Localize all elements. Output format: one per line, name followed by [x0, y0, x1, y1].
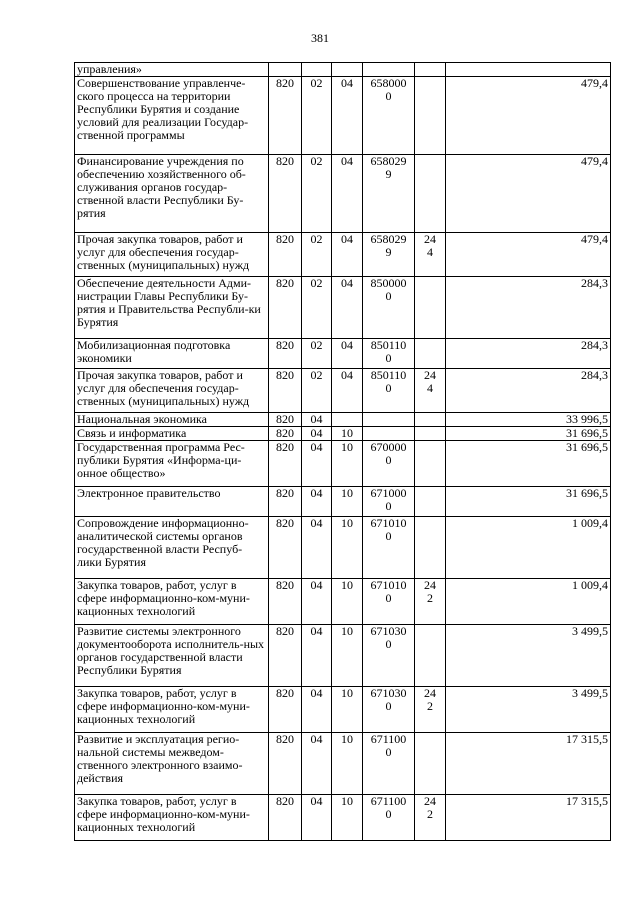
amount: 3 499,5: [446, 625, 611, 687]
target-article-code: 671010 0: [363, 517, 415, 579]
subsection-code: 04: [332, 233, 363, 277]
item-name: Закупка товаров, работ, услуг в сфере информационно-ком-муни-кационных технологий: [75, 687, 269, 733]
page-number: 381: [311, 31, 329, 45]
item-name: Закупка товаров, работ, услуг в сфере информационно-ком-муни-кационных технологий: [75, 579, 269, 625]
expense-type-code: 24 4: [415, 369, 446, 413]
subsection-code: 10: [332, 579, 363, 625]
expense-type-code: [415, 339, 446, 369]
section-code: 04: [302, 413, 332, 427]
section-code: 04: [302, 487, 332, 517]
amount: 479,4: [446, 77, 611, 155]
table-row: [75, 413, 611, 427]
expense-type-code: [415, 155, 446, 233]
item-name: Финансирование учреждения по обеспечению хозяйственного об-служивания органов государ-ственной власти Республики Бу-рятия: [75, 155, 269, 233]
section-code: 02: [302, 77, 332, 155]
subsection-code: 10: [332, 733, 363, 795]
item-name: Обеспечение деятельности Адми-нистрации Главы Республики Бу-рятия и Правительства Республи-ки Бурятия: [75, 277, 269, 339]
amount: 1 009,4: [446, 517, 611, 579]
amount: 17 315,5: [446, 733, 611, 795]
target-article-code: 670000 0: [363, 441, 415, 487]
table-row: [75, 517, 611, 579]
expense-type-code: [415, 625, 446, 687]
amount: 479,4: [446, 233, 611, 277]
table-body: [75, 63, 611, 841]
target-article-code: [363, 427, 415, 441]
amount: [446, 63, 611, 77]
subsection-code: 04: [332, 369, 363, 413]
item-name: Национальная экономика: [75, 413, 269, 427]
ved-code: 820: [269, 441, 302, 487]
expense-type-code: [415, 487, 446, 517]
target-article-code: 658029 9: [363, 155, 415, 233]
section-code: 02: [302, 233, 332, 277]
amount: 17 315,5: [446, 795, 611, 841]
ved-code: 820: [269, 77, 302, 155]
item-name: Развитие системы электронного документооборота исполнитель-ных органов государственной власти Республики Бурятия: [75, 625, 269, 687]
section-code: 04: [302, 687, 332, 733]
target-article-code: 671010 0: [363, 579, 415, 625]
table-row: [75, 625, 611, 687]
amount: 31 696,5: [446, 487, 611, 517]
subsection-code: 10: [332, 427, 363, 441]
subsection-code: 10: [332, 625, 363, 687]
item-name: управления»: [75, 63, 269, 77]
subsection-code: 10: [332, 487, 363, 517]
expense-type-code: [415, 427, 446, 441]
section-code: 02: [302, 155, 332, 233]
item-name: Закупка товаров, работ, услуг в сфере информационно-ком-муни-кационных технологий: [75, 795, 269, 841]
target-article-code: 671000 0: [363, 487, 415, 517]
expense-type-code: [415, 77, 446, 155]
table-row: [75, 233, 611, 277]
expense-type-code: [415, 441, 446, 487]
expense-type-code: 24 2: [415, 687, 446, 733]
table-row: [75, 63, 611, 77]
target-article-code: 850000 0: [363, 277, 415, 339]
section-code: 04: [302, 441, 332, 487]
subsection-code: 10: [332, 687, 363, 733]
table-row: [75, 441, 611, 487]
amount: 31 696,5: [446, 427, 611, 441]
target-article-code: 658029 9: [363, 233, 415, 277]
item-name: Совершенствование управленче-ского процесса на территории Республики Бурятия и создание условий для реализации Государ-ственной программы: [75, 77, 269, 155]
ved-code: 820: [269, 517, 302, 579]
target-article-code: [363, 413, 415, 427]
subsection-code: [332, 413, 363, 427]
item-name: Мобилизационная подготовка экономики: [75, 339, 269, 369]
item-name: Государственная программа Рес-публики Бурятия «Информа-ци-онное общество»: [75, 441, 269, 487]
expense-type-code: 24 4: [415, 233, 446, 277]
target-article-code: 850110 0: [363, 369, 415, 413]
amount: 479,4: [446, 155, 611, 233]
subsection-code: 10: [332, 795, 363, 841]
ved-code: 820: [269, 687, 302, 733]
ved-code: 820: [269, 487, 302, 517]
ved-code: 820: [269, 795, 302, 841]
subsection-code: 04: [332, 339, 363, 369]
subsection-code: 04: [332, 277, 363, 339]
subsection-code: [332, 63, 363, 77]
expense-type-code: [415, 517, 446, 579]
ved-code: 820: [269, 233, 302, 277]
amount: 284,3: [446, 339, 611, 369]
target-article-code: 671030 0: [363, 687, 415, 733]
target-article-code: 671100 0: [363, 795, 415, 841]
section-code: 04: [302, 427, 332, 441]
item-name: Прочая закупка товаров, работ и услуг для обеспечения государ-ственных (муниципальных) нужд: [75, 233, 269, 277]
subsection-code: 10: [332, 441, 363, 487]
table-row: [75, 277, 611, 339]
item-name: Сопровождение информационно-аналитической системы органов государственной власти Респуб-лики Бурятия: [75, 517, 269, 579]
target-article-code: 850110 0: [363, 339, 415, 369]
section-code: 04: [302, 795, 332, 841]
item-name: Прочая закупка товаров, работ и услуг для обеспечения государ-ственных (муниципальных) нужд: [75, 369, 269, 413]
table-row: [75, 427, 611, 441]
section-code: [302, 63, 332, 77]
amount: 1 009,4: [446, 579, 611, 625]
expense-type-code: 24 2: [415, 795, 446, 841]
section-code: 02: [302, 369, 332, 413]
amount: 3 499,5: [446, 687, 611, 733]
budget-table: [74, 62, 611, 841]
ved-code: 820: [269, 339, 302, 369]
table-row: [75, 687, 611, 733]
subsection-code: 10: [332, 517, 363, 579]
table-row: [75, 487, 611, 517]
table-row: [75, 369, 611, 413]
table-row: [75, 795, 611, 841]
item-name: Развитие и эксплуатация регио-нальной системы межведом-ственного электронного взаимо-действия: [75, 733, 269, 795]
target-article-code: [363, 63, 415, 77]
expense-type-code: [415, 733, 446, 795]
ved-code: 820: [269, 277, 302, 339]
item-name: Связь и информатика: [75, 427, 269, 441]
ved-code: 820: [269, 155, 302, 233]
expense-type-code: 24 2: [415, 579, 446, 625]
target-article-code: 658000 0: [363, 77, 415, 155]
target-article-code: 671100 0: [363, 733, 415, 795]
expense-type-code: [415, 413, 446, 427]
table-row: [75, 733, 611, 795]
item-name: Электронное правительство: [75, 487, 269, 517]
ved-code: [269, 63, 302, 77]
section-code: 04: [302, 625, 332, 687]
section-code: 04: [302, 579, 332, 625]
table-row: [75, 579, 611, 625]
amount: 284,3: [446, 277, 611, 339]
amount: 33 996,5: [446, 413, 611, 427]
section-code: 02: [302, 277, 332, 339]
expense-type-code: [415, 277, 446, 339]
ved-code: 820: [269, 579, 302, 625]
subsection-code: 04: [332, 77, 363, 155]
ved-code: 820: [269, 625, 302, 687]
amount: 284,3: [446, 369, 611, 413]
subsection-code: 04: [332, 155, 363, 233]
ved-code: 820: [269, 369, 302, 413]
ved-code: 820: [269, 413, 302, 427]
amount: 31 696,5: [446, 441, 611, 487]
expense-type-code: [415, 63, 446, 77]
section-code: 04: [302, 517, 332, 579]
table-row: [75, 155, 611, 233]
section-code: 02: [302, 339, 332, 369]
ved-code: 820: [269, 733, 302, 795]
table-row: [75, 77, 611, 155]
section-code: 04: [302, 733, 332, 795]
ved-code: 820: [269, 427, 302, 441]
table-row: [75, 339, 611, 369]
target-article-code: 671030 0: [363, 625, 415, 687]
